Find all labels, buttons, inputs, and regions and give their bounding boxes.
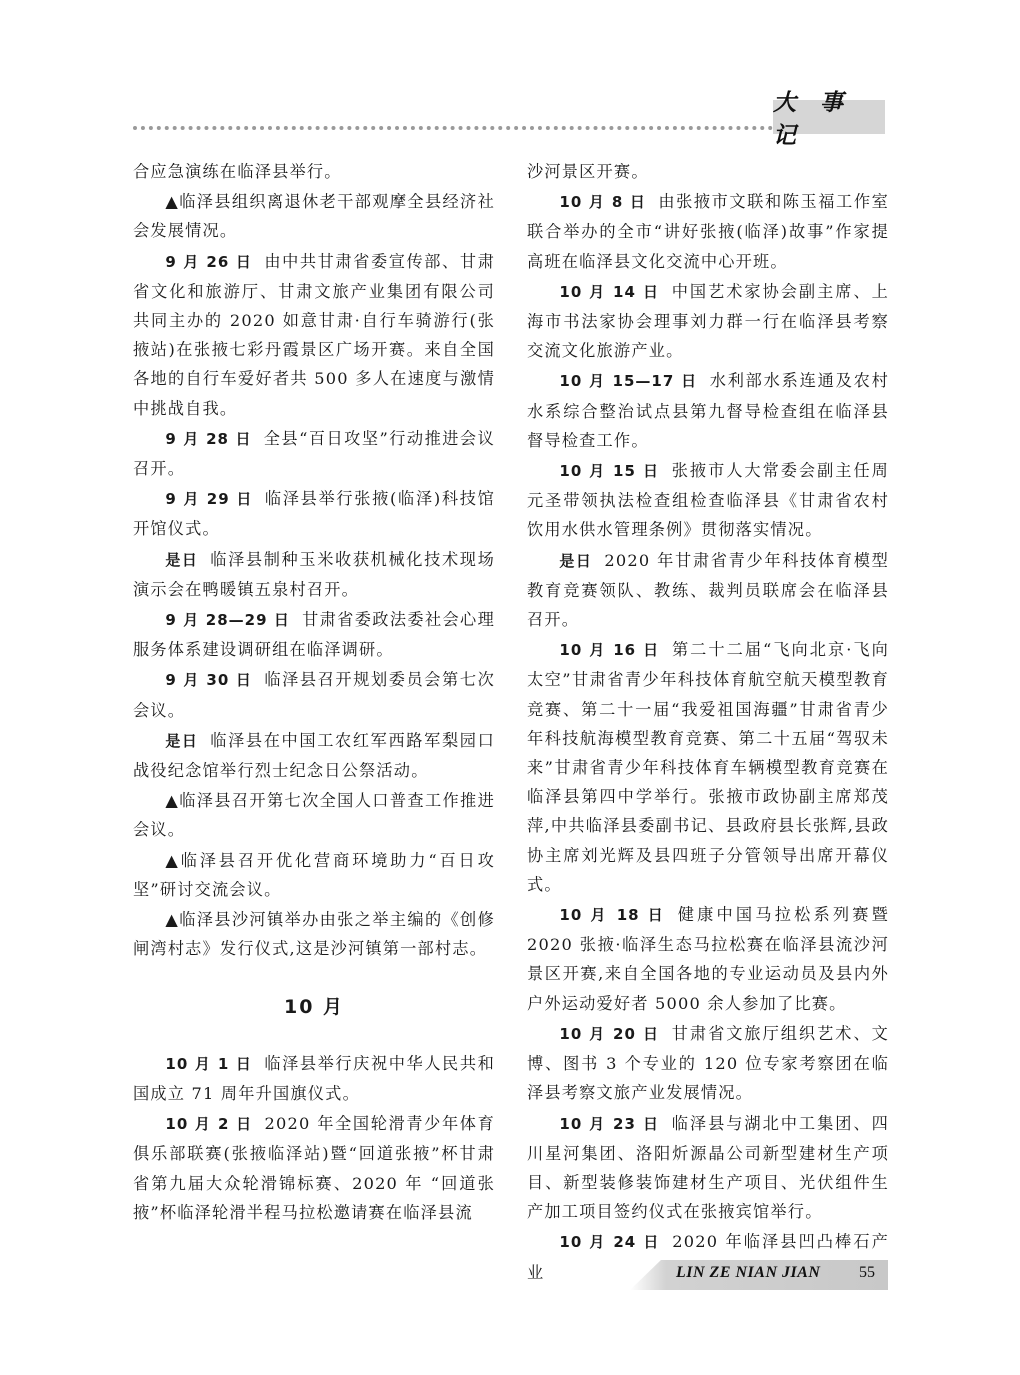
- entry-text: 2020 年临泽县凹凸棒石产业: [527, 1232, 889, 1282]
- entry-text: 全县“百日攻坚”行动推进会议召开。: [133, 428, 495, 479]
- entry-paragraph: [133, 726, 495, 785]
- entry-text: 临泽县召开规划委员会第七次会议。: [133, 670, 495, 720]
- entry-paragraph: [133, 484, 495, 543]
- right-entries: [527, 157, 889, 1287]
- entry-text: 第二十二届“飞向北京·飞向太空”甘肃省青少年科技体育航空航天模型教育竞赛、第二十一届“我爱祖国海疆”甘肃省青少年科技航海模型教育竞赛、第二十五届“驾驭未来”甘肃省青少年科技体育车辆模型教育竞赛在临泽县第四中学举行。张掖市政协副主席郑茂萍,中共临泽县委副书记、县政府县长张辉,县政协主席刘光辉及县四班子分管领导出席开幕仪式。: [527, 640, 889, 894]
- entry-text: 临泽县举行庆祝中华人民共和国成立 71 周年升国旗仪式。: [133, 1053, 495, 1103]
- section-title: 大 事 记: [773, 100, 885, 134]
- page-number: 55: [859, 1264, 875, 1281]
- entry-date: 10 月 1 日: [165, 1054, 253, 1073]
- entry-paragraph: [133, 1109, 495, 1227]
- entry-text: 张掖市人大常委会副主任周元圣带领执法检查组检查临泽县《甘肃省农村饮用水供水管理条例》贯彻落实情况。: [527, 461, 889, 540]
- entry-text: 合应急演练在临泽县举行。: [133, 162, 342, 181]
- entry-text: ▲临泽县沙河镇举办由张之举主编的《创修闸湾村志》发行仪式,这是沙河镇第一部村志。: [133, 910, 495, 959]
- header-dotted-rule: [133, 126, 773, 130]
- entry-paragraph: [133, 665, 495, 724]
- entry-date: 10 月 16 日: [559, 641, 660, 660]
- left-column: [133, 157, 495, 1228]
- entry-text: 中国艺术家协会副主席、上海市书法家协会理事刘力群一行在临泽县考察交流文化旅游产业。: [527, 281, 889, 361]
- entry-paragraph: [133, 545, 495, 604]
- entry-text: 由中共甘肃省委宣传部、甘肃省文化和旅游厅、甘肃文旅产业集团有限公司共同主办的 2020 如意甘肃·自行车骑游行(张掖站)在张掖七彩丹霞景区广场开赛。来自全国各地的自行车爱好者共 500 多人在速度与激情中挑战自我。: [133, 251, 495, 418]
- entry-text: 临泽县与湖北中工集团、四川星河集团、洛阳炘源晶公司新型建材生产项目、新型装修装饰建材生产项目、光伏组件生产加工项目签约仪式在张掖宾馆举行。: [527, 1113, 889, 1222]
- entry-text: 由张掖市文联和陈玉福工作室联合举办的全市“讲好张掖(临泽)故事”作家提高班在临泽县文化交流中心开班。: [527, 192, 889, 271]
- entry-text: ▲临泽县组织离退休老干部观摩全县经济社会发展情况。: [133, 192, 495, 241]
- entry-text: 2020 年全国轮滑青少年体育俱乐部联赛(张掖临泽站)暨“回道张掖”杯甘肃省第九届大众轮滑锦标赛、2020 年 “回道张掖”杯临泽轮滑半程马拉松邀请赛在临泽县流: [133, 1114, 496, 1222]
- entry-date: 9 月 28 日: [165, 429, 252, 448]
- entry-date: 9 月 28—29 日: [165, 611, 291, 630]
- entry-text: 临泽县制种玉米收获机械化技术现场演示会在鸭暖镇五泉村召开。: [133, 549, 495, 599]
- entry-date: 9 月 26 日: [165, 252, 253, 271]
- entry-paragraph: [527, 187, 889, 276]
- month-heading: 10 月: [283, 996, 345, 1019]
- entry-date: 10 月 18 日: [559, 906, 666, 925]
- entry-text: 水利部水系连通及农村水系综合整治试点县第九督导检查组在临泽县督导检查工作。: [527, 371, 890, 450]
- entry-paragraph: [527, 1109, 889, 1227]
- entry-text: ▲临泽县召开优化营商环境助力“百日攻坚”研讨交流会议。: [133, 850, 495, 899]
- entry-text: 2020 年甘肃省青少年科技体育模型教育竞赛领队、教练、裁判员联席会在临泽县召开。: [527, 550, 889, 630]
- entry-paragraph: [527, 635, 889, 899]
- entry-paragraph: [133, 846, 495, 904]
- entry-date: 10 月 2 日: [165, 1115, 253, 1134]
- entry-paragraph: [527, 456, 889, 545]
- entry-text: 沙河景区开赛。: [527, 162, 649, 181]
- entry-text: 临泽县在中国工农红军西路军梨园口战役纪念馆举行烈士纪念日公祭活动。: [133, 730, 495, 781]
- entry-paragraph: [133, 424, 495, 483]
- entry-text: 临泽县举行张掖(临泽)科技馆开馆仪式。: [133, 489, 495, 539]
- entry-paragraph: [133, 786, 495, 844]
- entry-paragraph: [133, 157, 495, 186]
- entry-date: 10 月 24 日: [559, 1233, 661, 1252]
- entry-date: 10 月 8 日: [559, 193, 647, 212]
- entry-paragraph: [133, 247, 495, 423]
- entry-date: 是日: [165, 550, 199, 569]
- entry-date: 是日: [165, 731, 199, 750]
- left-entries: [133, 157, 495, 963]
- entry-paragraph: [527, 546, 889, 635]
- right-column: [527, 157, 889, 1288]
- entry-paragraph: [133, 905, 495, 963]
- entry-paragraph: [527, 157, 889, 186]
- entry-paragraph: [527, 277, 889, 366]
- entry-date: 10 月 20 日: [559, 1024, 660, 1043]
- journal-name: LIN ZE NIAN JIAN: [676, 1264, 821, 1281]
- left-entries-after: [133, 1049, 495, 1227]
- entry-date: 10 月 23 日: [559, 1114, 660, 1133]
- entry-text: 甘肃省文旅厅组织艺术、文博、图书 3 个专业的 120 位专家考察团在临泽县考察文旅产业发展情况。: [527, 1023, 889, 1103]
- entry-paragraph: [527, 366, 889, 455]
- entry-date: 10 月 14 日: [559, 282, 660, 301]
- entry-paragraph: [527, 900, 889, 1018]
- entry-date: 10 月 15 日: [559, 462, 660, 481]
- entry-date: 9 月 29 日: [165, 490, 253, 509]
- entry-date: 是日: [559, 551, 593, 570]
- entry-paragraph: [133, 187, 495, 245]
- entry-text: 甘肃省委政法委社会心理服务体系建设调研组在临泽调研。: [133, 610, 495, 660]
- entry-paragraph: [133, 1049, 495, 1108]
- entry-date: 9 月 30 日: [165, 671, 253, 690]
- entry-paragraph: [133, 605, 495, 664]
- entry-paragraph: [527, 1019, 889, 1108]
- entry-text: 健康中国马拉松系列赛暨 2020 张掖·临泽生态马拉松赛在临泽县流沙河景区开赛,来自全国各地的专业运动员及县内外户外运动爱好者 5000 余人参加了比赛。: [527, 905, 889, 1013]
- entry-text: ▲临泽县召开第七次全国人口普查工作推进会议。: [133, 791, 495, 840]
- entry-date: 10 月 15—17 日: [559, 372, 698, 391]
